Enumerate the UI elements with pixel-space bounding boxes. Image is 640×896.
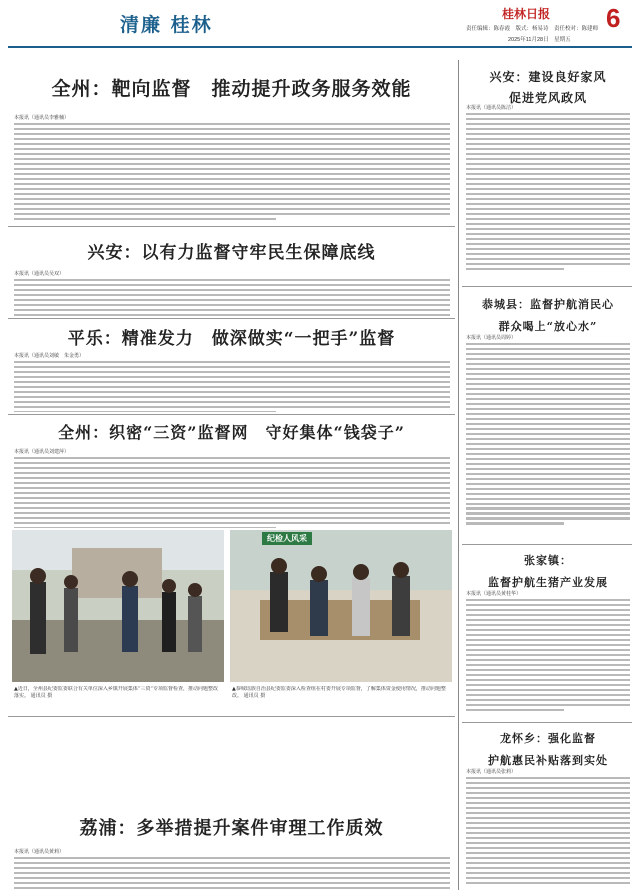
article-body — [466, 768, 630, 892]
masthead: 桂林日报 — [502, 7, 551, 21]
body-text — [466, 777, 630, 884]
headline: 平乐：精准发力 做深做实“一把手”监督 — [67, 329, 396, 349]
column-divider — [458, 60, 459, 890]
headline: 荔浦：多举措提升案件审理工作质效 — [79, 818, 384, 839]
body-text — [466, 113, 630, 270]
body-text — [14, 123, 450, 220]
byline: 本报讯（通讯员李雅楠） — [14, 115, 70, 121]
body-text — [466, 343, 630, 525]
headline-line2: 监督护航生猪产业发展 — [488, 576, 608, 589]
body-text — [466, 599, 630, 711]
headline: 恭城县：监督护航消民心 — [482, 298, 614, 311]
section-divider — [462, 544, 632, 545]
date-line: 2025年11月28日 星期五 — [508, 37, 571, 43]
article-pingle — [8, 324, 455, 349]
feature-banner: 纪检人风采 — [262, 532, 312, 545]
editor-info: 责任编辑：陈春霞 版式：杨易诗 责任校对：陈建师 — [466, 26, 599, 32]
byline: 本报讯（通讯员吴双） — [14, 271, 65, 277]
column-name: 清廉 桂林 — [120, 14, 213, 36]
article-body — [466, 334, 630, 538]
page-header — [0, 0, 640, 46]
headline: 龙怀乡：强化监督 — [500, 732, 596, 745]
section-divider — [8, 716, 455, 717]
article-body — [466, 104, 630, 280]
article-body — [466, 590, 630, 720]
article-body — [14, 448, 450, 528]
headline: 张家镇： — [524, 554, 572, 567]
byline: 本报讯（通讯员张莉） — [466, 769, 517, 775]
section-divider — [8, 226, 455, 227]
byline: 本报讯（通讯员刘建萍） — [14, 449, 70, 455]
photo-credit: 通讯员 摄 — [243, 692, 266, 699]
body-text — [14, 857, 450, 892]
photo-credit: 通讯员 摄 — [30, 692, 53, 699]
photo-left — [12, 530, 224, 682]
headline: 兴安：以有力监督守牢民生保障底线 — [87, 243, 376, 263]
article-quanzhou-bottom — [8, 420, 455, 443]
section-divider — [462, 286, 632, 287]
byline: 本报讯（通讯员黄桂华） — [466, 591, 522, 597]
photo-left-caption: ▲近日，全州县纪委监委联合有关单位深入乡镇开展集体“三资”专项监督检查，推动问题整改落实。 通讯员 摄 — [14, 686, 218, 699]
article-body — [14, 114, 450, 222]
article-lipu — [8, 814, 455, 840]
headline-line2: 群众喝上“放心水” — [498, 320, 598, 333]
headline-line2: 护航惠民补贴落到实处 — [488, 754, 608, 767]
headline: 全州：织密“三资”监督网 守好集体“钱袋子” — [58, 423, 405, 442]
section-divider — [462, 722, 632, 723]
article-longhuai — [462, 730, 634, 768]
byline: 本报讯（通讯员刘敏 朱金勇） — [14, 353, 85, 359]
article-xingan-right — [462, 68, 634, 106]
byline: 本报讯（通讯员陈洁） — [466, 105, 517, 111]
header-rule — [8, 46, 632, 48]
section-divider — [8, 318, 455, 319]
headline: 兴安：建设良好家风 — [489, 70, 607, 84]
article-gongcheng — [462, 296, 634, 334]
article-quanzhou-top — [8, 74, 455, 101]
article-body — [14, 848, 450, 892]
body-text — [14, 457, 450, 528]
photo-right — [230, 530, 452, 682]
article-body — [14, 270, 450, 318]
body-text — [14, 361, 450, 412]
page-number: 6 — [606, 3, 621, 33]
article-body — [14, 352, 450, 412]
headline-line2: 促进党风政风 — [508, 91, 587, 105]
byline: 本报讯（通讯员黄莉） — [14, 849, 65, 855]
byline: 本报讯（通讯员周婷） — [466, 335, 517, 341]
headline: 全州：靶向监督 推动提升政务服务效能 — [51, 78, 412, 100]
section-divider — [8, 414, 455, 415]
article-zhangjia — [462, 552, 634, 590]
photo-right-caption: ▲恭城瑶族自治县纪委监委深入检查组在村委开展专项监督，了解集体资金使用情况，推动问题整改。 通讯员 摄 — [232, 686, 446, 699]
body-text — [14, 279, 450, 318]
article-xingan-middle — [8, 238, 455, 263]
